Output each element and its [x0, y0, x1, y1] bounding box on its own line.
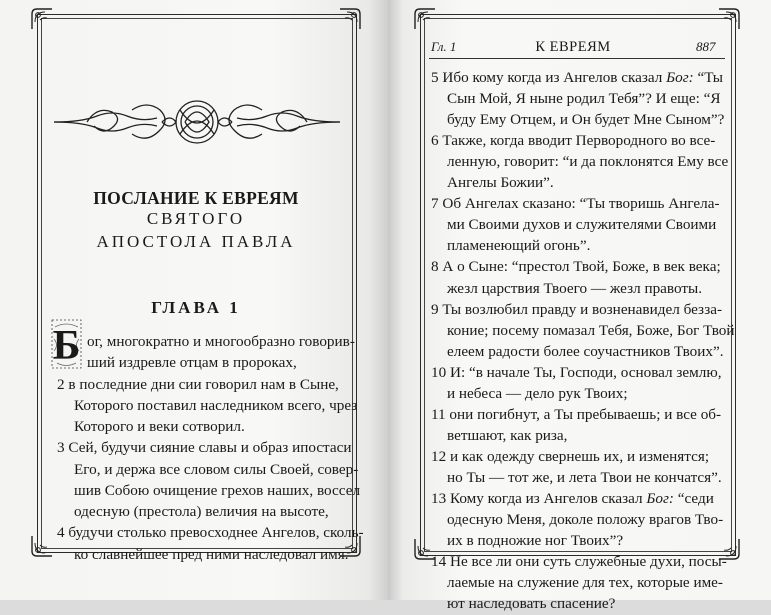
verse-line: но Ты — тот же, и лета Твои не кончатся”. — [447, 468, 722, 486]
text-line: 3 Сей, будучи сияние славы и образ ипостаси — [57, 439, 352, 456]
text-line: шив Собою очищение грехов наших, воссел — [74, 482, 361, 499]
verse-line: 9 Ты возлюбил правду и возненавидел безза- — [431, 300, 723, 318]
verse-line: ми Своими духов и служителями Своими — [447, 216, 717, 234]
verse-line: и небеса — дело рук Твоих; — [447, 384, 628, 402]
text-line: ший издревле отцам в пророках, — [87, 354, 297, 371]
verse-line: одесную Меня, доколе положу врагов Тво- — [447, 511, 724, 529]
verse-line: пламенеющий огонь”. — [447, 237, 591, 255]
text-line: Которого и веки сотворил. — [74, 418, 245, 435]
header-rule — [429, 58, 725, 59]
epistle-subtitle-1: СВЯТОГО — [146, 209, 246, 228]
verse-line: 7 Об Ангелах сказано: “Ты творишь Ангела- — [431, 195, 720, 213]
verse-line: жезл царствия Твоего — жезл правоты. — [447, 279, 703, 297]
verse-line: 12 и как одежду свернешь их, и изменятся; — [431, 447, 710, 465]
corner-flourish-icon — [339, 8, 361, 30]
verse-line: 5 Ибо кому когда из Ангелов сказал Бог: “Ты — [431, 69, 723, 86]
verse-line: 6 Также, когда вводит Первородного во все- — [431, 132, 716, 150]
epistle-subtitle-2: АПОСТОЛА ПАВЛА — [96, 232, 296, 251]
text-line: одесную (престола) величия на высоте, — [74, 503, 329, 520]
verse-line: лаемые на служение для тех, которые име- — [447, 574, 723, 592]
chapter-heading: ГЛАВА 1 — [151, 298, 241, 317]
page-number: 887 — [696, 39, 716, 54]
verse-line: ленную, говорит: “и да поклонятся Ему все — [447, 153, 729, 171]
corner-flourish-icon — [31, 8, 53, 30]
verse-line: Сын Мой, Я ныне родил Тебя”? И еще: “Я — [447, 90, 721, 108]
celtic-knot-ornament-icon — [52, 96, 342, 148]
corner-flourish-icon — [31, 535, 53, 557]
left-page — [0, 0, 388, 600]
running-title: К ЕВРЕЯМ — [535, 39, 611, 55]
verse-line: буду Ему Отцем, и Он будет Мне Сыном”? — [447, 111, 725, 129]
verse-line: 13 Кому когда из Ангелов сказал Бог: “седи — [431, 490, 714, 507]
verse-line: елеем радости более соучастников Твоих”. — [447, 342, 724, 360]
dropcap-letter — [51, 319, 82, 369]
text-line: 4 будучи столько превосходнее Ангелов, сколь- — [57, 524, 364, 541]
verse-line: коние; посему помазал Тебя, Боже, Бог Твой — [447, 321, 735, 339]
text-line: 2 в последние дни сии говорил нам в Сыне, — [57, 376, 339, 393]
corner-flourish-icon — [718, 8, 740, 30]
verse-line: ют наследовать спасение? — [447, 595, 616, 613]
verse-line: Ангелы Божии”. — [447, 174, 554, 192]
verse-line: 8 А о Сыне: “престол Твой, Боже, в век века; — [431, 258, 721, 276]
verse-line: 11 они погибнут, а Ты пребываешь; и все об- — [431, 405, 722, 423]
text-line: Его, и держа все словом силы Своей, совер- — [74, 461, 359, 478]
corner-flourish-icon — [414, 8, 436, 30]
verse-line: 10 И: “в начале Ты, Господи, основал землю, — [431, 363, 722, 381]
running-chapter: Гл. 1 — [431, 39, 457, 54]
verse-line: их в подножие ног Твоих”? — [447, 532, 624, 550]
verse-line: 14 Не все ли они суть служебные духи, посы- — [431, 553, 727, 571]
text-line: ко славнейшее пред ними наследовал имя. — [74, 546, 349, 563]
verse-line: ветшают, как риза, — [447, 426, 568, 444]
epistle-title: ПОСЛАНИЕ К ЕВРЕЯМ — [93, 188, 299, 208]
svg-text:Б: Б — [52, 323, 81, 369]
text-line: Которого поставил наследником всего, чрез — [74, 397, 358, 414]
text-line: ог, многократно и многообразно говорив- — [87, 333, 355, 350]
